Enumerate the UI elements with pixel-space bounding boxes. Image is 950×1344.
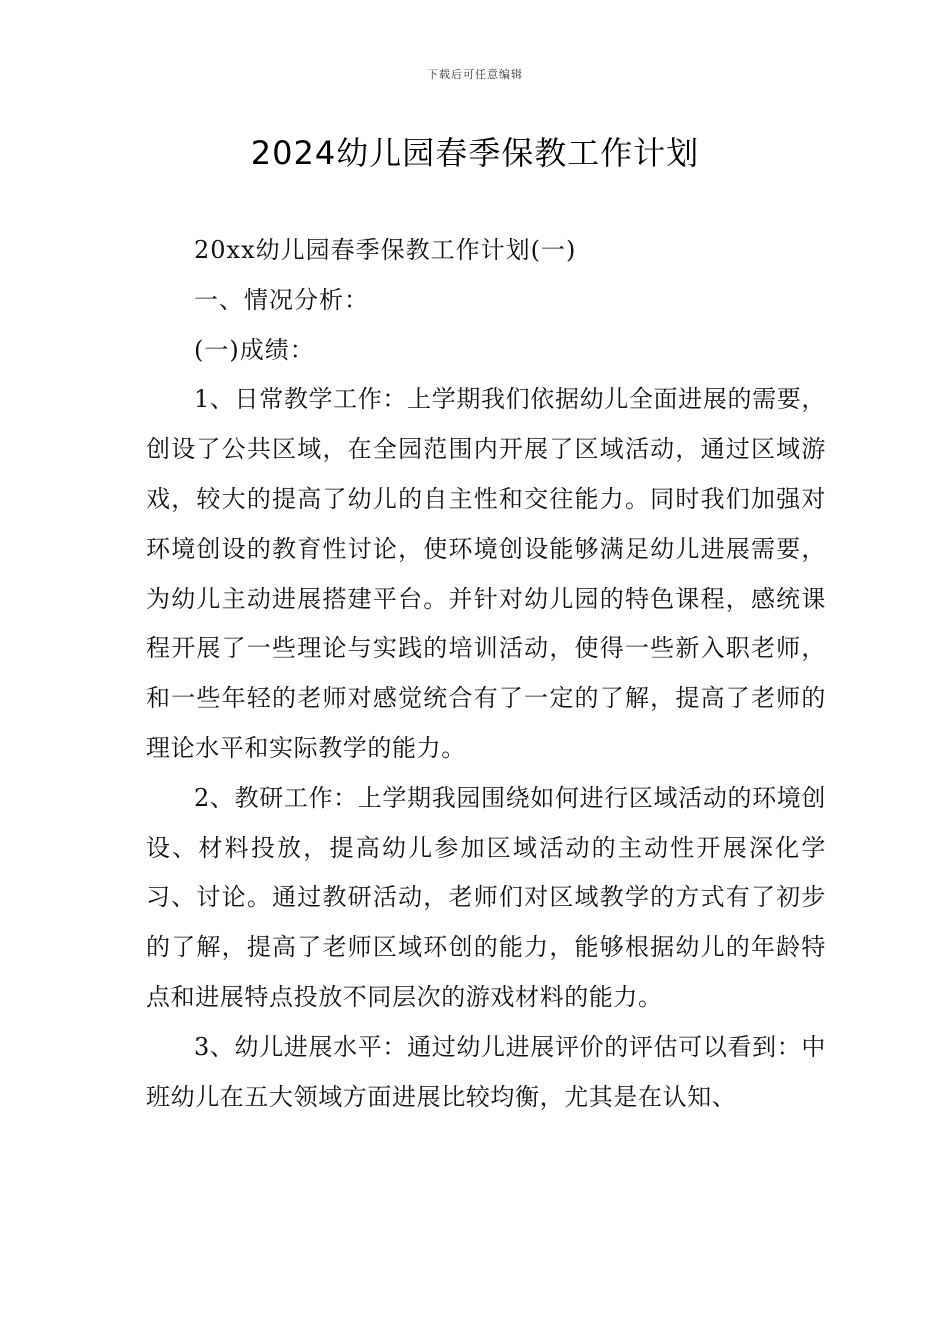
paragraph-child-development: 3、幼儿进展水平：通过幼儿进展评价的评估可以看到：中班幼儿在五大领域方面进展比较均衡，尤其是在认知、 (146, 1032, 826, 1111)
page-header-note: 下载后可任意编辑 (427, 68, 523, 81)
subsection-heading-achievements: (一)成绩： (194, 335, 315, 364)
document-title: 2024幼儿园春季保教工作计划 (250, 134, 700, 172)
paragraph-daily-teaching: 1、日常教学工作：上学期我们依据幼儿全面进展的需要，创设了公共区域，在全园范围内开展了区域活动，通过区域游戏，较大的提高了幼儿的自主性和交往能力。同时我们加强对环境创设的教育性讨论，使环境创设能够满足幼儿进展需要，为幼儿主动进展搭建平台。并针对幼儿园的特色课程，感统课程开展了一些理论与实践的培训活动，使得一些新入职老师，和一些年轻的老师对感觉统合有了一定的了解，提高了老师的理论水平和实际教学的能力。 (146, 385, 826, 762)
paragraph-teaching-research: 2、教研工作：上学期我园围绕如何进行区域活动的环境创设、材料投放，提高幼儿参加区域活动的主动性开展深化学习、讨论。通过教研活动，老师们对区域教学的方式有了初步的了解，提高了老师区域环创的能力，能够根据幼儿的年龄特点和进展特点投放不同层次的游戏材料的能力。 (146, 783, 826, 1011)
section-heading-situation-analysis: 一、情况分析： (194, 285, 369, 314)
document-body (146, 226, 826, 1122)
document-subtitle: 20xx幼儿园春季保教工作计划(一) (194, 236, 577, 264)
